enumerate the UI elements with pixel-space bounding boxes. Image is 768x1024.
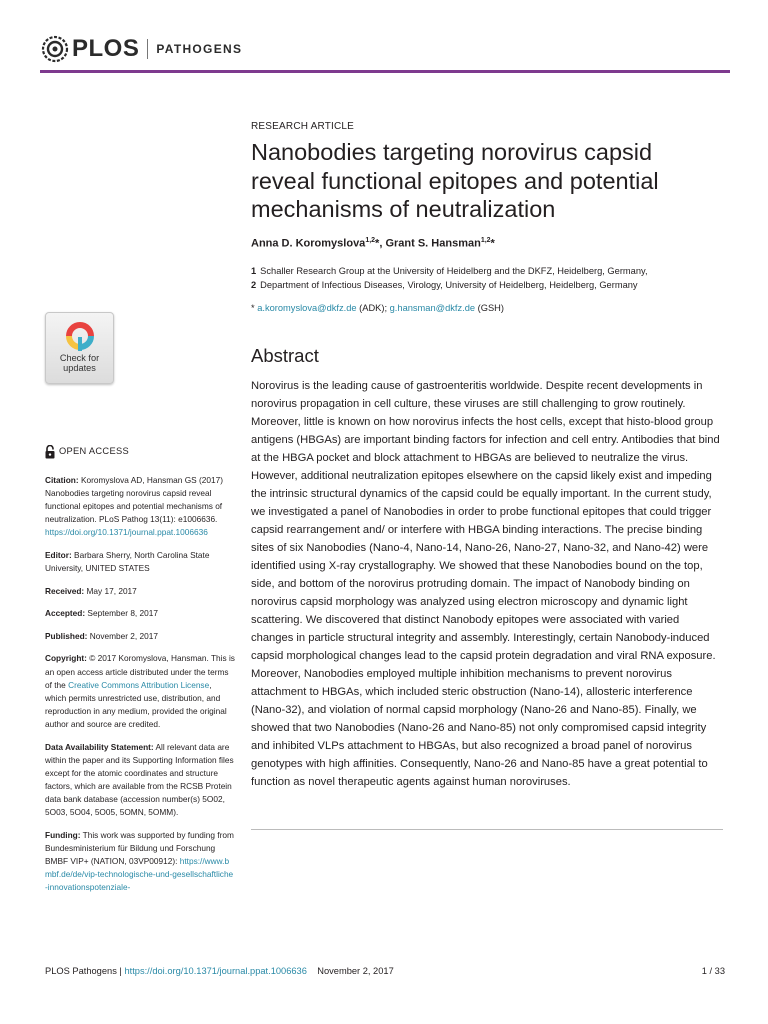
header-rule	[40, 70, 730, 73]
funding-block	[45, 829, 235, 894]
editor-block	[45, 549, 235, 575]
article-title: Nanobodies targeting norovirus capsid reveal functional epitopes and potential mechanisms of neutralization	[251, 139, 659, 222]
funding-link[interactable]: https://www.bmbf.de/de/vip-technologische-und-gesellschaftliche-innovationspotenziale-	[45, 855, 234, 892]
published-date: November 2, 2017	[87, 630, 158, 641]
editor-label: Editor:	[45, 549, 72, 560]
funding-text: This work was supported by funding from Bundesministerium für Bildung und Forschung BMBF VIP+ (NATION, 03VP00912):	[45, 829, 234, 866]
open-access-text: OPEN ACCESS	[59, 446, 129, 457]
abstract-heading: Abstract	[251, 345, 319, 366]
author-name[interactable]: Grant S. Hansman	[385, 237, 481, 250]
abstract-divider	[251, 829, 723, 830]
email-initials: (GSH)	[475, 303, 504, 313]
correspondence	[251, 303, 504, 313]
data-availability-text: All relevant data are within the paper and its Supporting Information files except for the atomic coordinates and structure factors, which are available from the RCSB Protein data bank database (accession number(s) 5O02, 5O03, 5O04, 5O05, 5OMN, 5OMM).	[45, 741, 234, 817]
citation-block	[45, 474, 235, 539]
author-affiliation-marker: 1,2	[365, 237, 376, 244]
footer-journal: PLOS Pathogens	[45, 966, 117, 976]
citation-label: Citation:	[45, 475, 79, 485]
plos-logo[interactable]	[40, 33, 242, 65]
plos-mark-icon	[40, 34, 70, 64]
license-link[interactable]: Creative Commons Attribution License	[68, 679, 210, 690]
published-label: Published:	[45, 630, 88, 641]
copyright-label: Copyright:	[45, 653, 87, 664]
affiliation-text: Department of Infectious Diseases, Virology, University of Heidelberg, Heidelberg, Germany	[260, 280, 638, 290]
corresponding-marker: *	[375, 237, 380, 250]
data-availability-block	[45, 741, 235, 820]
badge-line: updates	[63, 363, 96, 373]
funding-label: Funding:	[45, 829, 81, 840]
journal-header	[40, 33, 730, 73]
journal-name: PATHOGENS	[156, 42, 243, 56]
badge-line: Check for	[59, 353, 100, 363]
open-access-label	[45, 445, 235, 459]
email-initials: (ADK);	[356, 303, 390, 313]
copyright-text-end: , which permits unrestricted use, distribution, and reproduction in any medium, provided the original author and source are credited.	[45, 679, 227, 729]
accepted-label: Accepted:	[45, 608, 86, 619]
page-number: 1 / 33	[701, 966, 725, 976]
corresponding-star: *	[251, 303, 255, 313]
received-block	[45, 585, 235, 598]
affiliation-number: 1	[251, 266, 257, 276]
copyright-text: © 2017 Koromyslova, Hansman. This is an open access article distributed under the terms of the	[45, 653, 235, 690]
plos-wordmark: PLOS	[72, 35, 140, 62]
affiliation-number: 2	[251, 280, 257, 290]
footer-date: November 2, 2017	[317, 966, 394, 976]
article-type: RESEARCH ARTICLE	[251, 121, 355, 132]
header-divider	[147, 39, 148, 59]
affiliation-text: Schaller Research Group at the University of Heidelberg and the DKFZ, Heidelberg, Germany,	[260, 266, 648, 276]
author-separator: ,	[379, 237, 386, 250]
open-lock-icon	[45, 445, 55, 459]
affiliations	[251, 264, 721, 292]
published-block	[45, 630, 235, 643]
citation-doi-link[interactable]: https://doi.org/10.1371/journal.ppat.1006636	[45, 527, 208, 538]
check-for-updates-badge[interactable]	[45, 312, 114, 384]
editor-text: Barbara Sherry, North Carolina State University, UNITED STATES	[45, 549, 210, 574]
citation-text: Koromyslova AD, Hansman GS (2017) Nanobodies targeting norovirus capsid reveal functional epitopes and potential mechanisms of neutralization. PLoS Pathog 13(11): e1006636.	[45, 475, 223, 525]
email-link[interactable]: a.koromyslova@dkfz.de	[257, 303, 357, 313]
received-label: Received:	[45, 585, 85, 596]
accepted-block	[45, 607, 235, 620]
affiliation-item	[251, 264, 721, 278]
author-list	[251, 237, 495, 250]
accepted-date: September 8, 2017	[85, 608, 159, 619]
copyright-block	[45, 652, 235, 731]
footer-separator: |	[116, 966, 125, 976]
crossmark-icon	[63, 319, 97, 353]
email-link[interactable]: g.hansman@dkfz.de	[389, 303, 476, 313]
abstract-text: Norovirus is the leading cause of gastroenteritis worldwide. Despite recent developments in norovirus propagation in cell culture, these viruses are still challenging to grow routinely. Moreover, little is known on how norovirus infects the host cells, except that histo-blood group antigens (HBGAs) are important binding factors for infection and cell entry. Antibodies that bind at the HBGA pocket and block attachment to HBGAs are believed to neutralize the virus. However, additional neutralization epitopes elsewhere on the capsid likely exist and impeding the intrinsic structural dynamics of the capsid could be equally important. In the current study, we investigated a panel of Nanobodies in order to probe functional epitopes that could trigger capsid rearrangement and/ or interfere with HBGA binding interactions. The precise binding sites of six Nanobodies (Nano-4, Nano-14, Nano-26, Nano-27, Nano-32, and Nano-42) were identified using X-ray crystallography. We showed that these Nanobodies bound on the top, side, and bottom of the norovirus protruding domain. The impact of Nanobody binding on norovirus capsid morphology was analyzed using electron microscopy and dynamic light scattering. We discovered that distinct Nanobody epitopes were associated with varied changes in particle structural integrity and assembly. Interestingly, certain Nanobody-induced capsid morphological changes lead to the capsid protein degradation and viral RNA exposure. Moreover, Nanobodies employed multiple inhibition mechanisms to prevent norovirus attachment to HBGAs, which included steric obstruction (Nano-14), allosteric interference (Nano-32), and violation of normal capsid morphology (Nano-26 and Nano-85). Finally, we showed that two Nanobodies (Nano-26 and Nano-85) not only compromised capsid integrity and inhibited VLPs attachment to HBGAs, but also recognized a broad panel of norovirus genotypes with high affinities. Consequently, Nano-26 and Nano-85 have a great potential to function as novel therapeutic agents against human noroviruses.	[251, 380, 720, 788]
author-name[interactable]: Anna D. Koromyslova	[251, 237, 366, 250]
author-affiliation-marker: 1,2	[480, 237, 491, 244]
page-footer	[45, 966, 725, 976]
footer-doi-link[interactable]: https://doi.org/10.1371/journal.ppat.1006636	[124, 966, 307, 976]
corresponding-marker: *	[490, 237, 495, 250]
affiliation-item	[251, 278, 721, 292]
data-availability-label: Data Availability Statement:	[45, 741, 154, 752]
received-date: May 17, 2017	[84, 585, 137, 596]
article-sidebar	[45, 445, 235, 904]
